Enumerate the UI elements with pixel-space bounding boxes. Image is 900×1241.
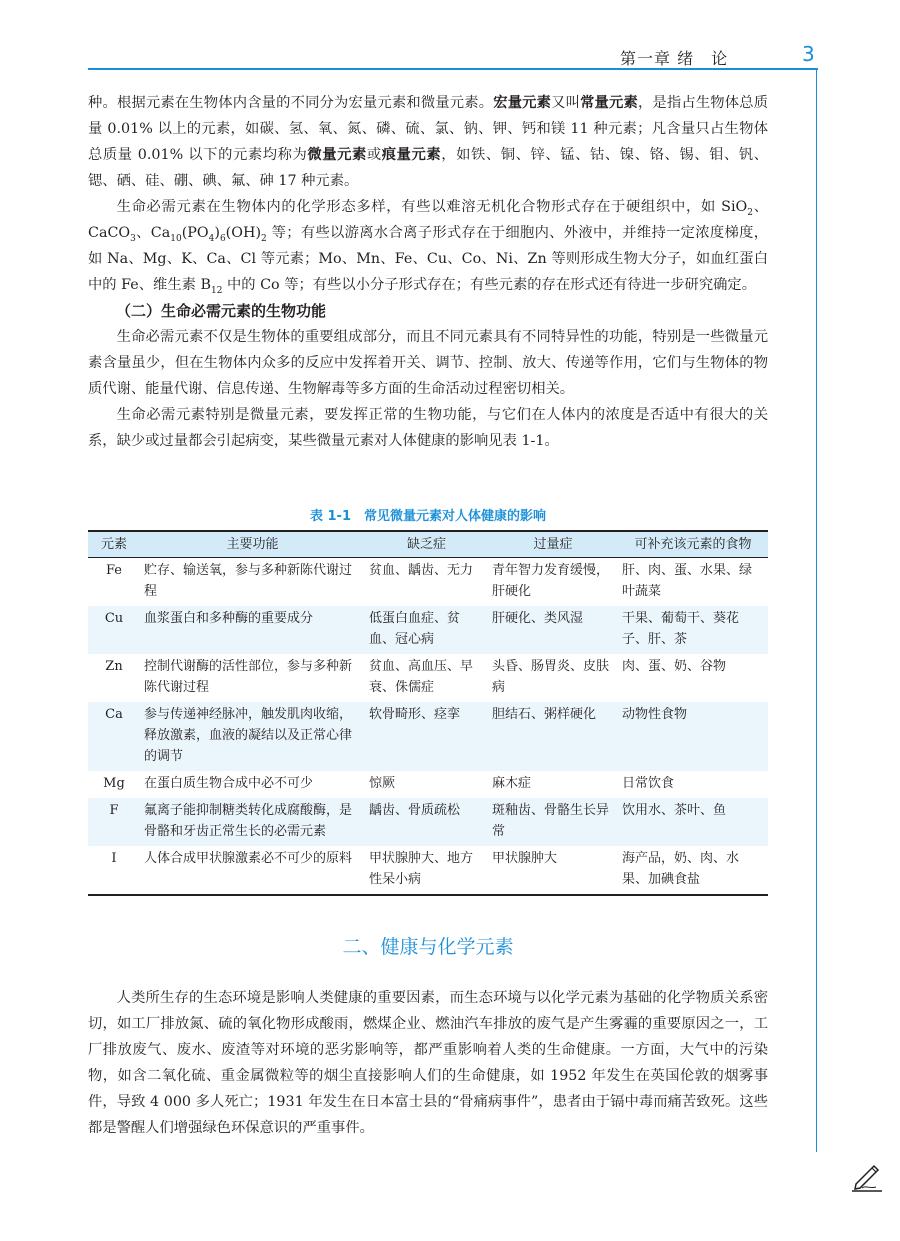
table-row: I 人体合成甲状腺激素必不可少的原料 甲状腺肿大、地方性呆小病 甲状腺肿大 海产品，奶、肉、水果、加碘食盐 (88, 846, 768, 895)
header-excess: 过量症 (488, 531, 618, 558)
table-header-row (88, 531, 768, 558)
chapter-title: 第一章 绪 论 (620, 49, 729, 68)
paragraph-1: 种。根据元素在生物体内含量的不同分为宏量元素和微量元素。宏量元素又叫常量元素，是指占生物体总质量 0.01% 以上的元素，如碳、氢、氧、氮、磷、硫、氯、钠、钾、钙和镁 11 种元素；凡含量只占生物体总质量 0.01% 以下的元素均称为微量元素或痕量元素，如铁、铜、锌、锰、钴、镍、铬、锡、钼、钒、锶、硒、硅、硼、碘、氟、砷 17 种元素。 (88, 95, 769, 189)
header-function: 主要功能 (140, 531, 365, 558)
body-text-bottom (88, 985, 768, 1141)
header-element: 元素 (88, 531, 140, 558)
subheading: （二）生命必需元素的生物功能 (116, 302, 327, 320)
pencil-icon (850, 1158, 884, 1196)
table-row: Cu 血浆蛋白和多种酶的重要成分 低蛋白血症、贫血、冠心病 肝硬化、类风湿 干果、葡萄干、葵花子、肝、茶 (88, 606, 768, 654)
header-food: 可补充该元素的食物 (618, 531, 768, 558)
section-title: 二、健康与化学元素 (342, 936, 514, 958)
table-row: Mg 在蛋白质生物合成中必不可少 惊厥 麻木症 日常饮食 (103, 776, 675, 791)
header-rule (88, 68, 818, 70)
table-row: F 氟离子能抑制糖类转化成腐酸酶，是骨骼和牙齿正常生长的必需元素 龋齿、骨质疏松 斑釉齿、骨骼生长异常 饮用水、茶叶、鱼 (88, 798, 768, 846)
page-number: 3 (802, 42, 815, 66)
header-deficiency: 缺乏症 (365, 531, 488, 558)
paragraph-3: 生命必需元素不仅是生物体的重要组成部分，而且不同元素具有不同特异性的功能，特别是一些微量元素含量虽少，但在生物体内众多的反应中发挥着开关、调节、控制、放大、传递等作用，它们与生物体的物质代谢、能量代谢、信息传递、生物解毒等多方面的生命活动过程密切相关。 (88, 329, 768, 397)
table-row: Zn 控制代谢酶的活性部位，参与多种新陈代谢过程 贫血、高血压、早衰、侏儒症 头昏、肠胃炎、皮肤病 肉、蛋、奶、谷物 (105, 659, 727, 695)
paragraph-5: 人类所生存的生态环境是影响人类健康的重要因素，而生态环境与以化学元素为基础的化学物质关系密切，如工厂排放氮、硫的氧化物形成酸雨，燃煤企业、燃油汽车排放的废气是产生雾霾的重要原因之一，工厂排放废气、废水、废渣等对环境的恶劣影响等，都严重影响着人类的生命健康。一方面，大气中的污染物，如含二氧化硫、重金属微粒等的烟尘直接影响人们的生命健康，如 1952 年发生在英国伦敦的烟雾事件，导致 4 000 多人死亡；1931 年发生在日本富士县的“骨痛病事件”，患者由于镉中毒而痛苦致死。这些都是警醒人们增强绿色环保意识的严重事件。 (88, 990, 768, 1136)
table-row: Fe 贮存、输送氧，参与多种新陈代谢过程 贫血、龋齿、无力 青年智力发育缓慢，肝硬化 肝、肉、蛋、水果、绿叶蔬菜 (105, 563, 753, 599)
body-text-top (88, 90, 768, 454)
table-row: Ca 参与传递神经脉冲，触发肌肉收缩，释放激素，血液的凝结以及正常心律的调节 软骨畸形、痉挛 胆结石、粥样硬化 动物性食物 (88, 702, 768, 771)
paragraph-2: 生命必需元素在生物体内的化学形态多样，有些以难溶无机化合物形式存在于硬组织中，如 SiO$_2$、CaCO$_3$、$Ca_{10}(PO_4)_6(OH)_2$ 等；有些以游离水合离子形式存在于细胞内、外液中，并维持一定浓度梯度，如 Na、Mg、K、Ca、Cl 等元素；Mo、Mn、Fe、Cu、Co、Ni、Zn 等则形成生物大分子，如血红蛋白中的 Fe、维生素 $B_{12}$ 中的 Co 等；有些以小分子形式存在；有些元素的存在形式还有待进一步研究确定。 (88, 199, 768, 296)
paragraph-4: 生命必需元素特别是微量元素，要发挥正常的生物功能，与它们在人体内的浓度是否适中有很大的关系，缺少或过量都会引起病变，某些微量元素对人体健康的影响见表 1-1。 (88, 407, 768, 449)
trace-element-table (88, 530, 768, 896)
table-title: 表 1-1 常见微量元素对人体健康的影响 (309, 509, 546, 524)
margin-rule (816, 70, 817, 1152)
